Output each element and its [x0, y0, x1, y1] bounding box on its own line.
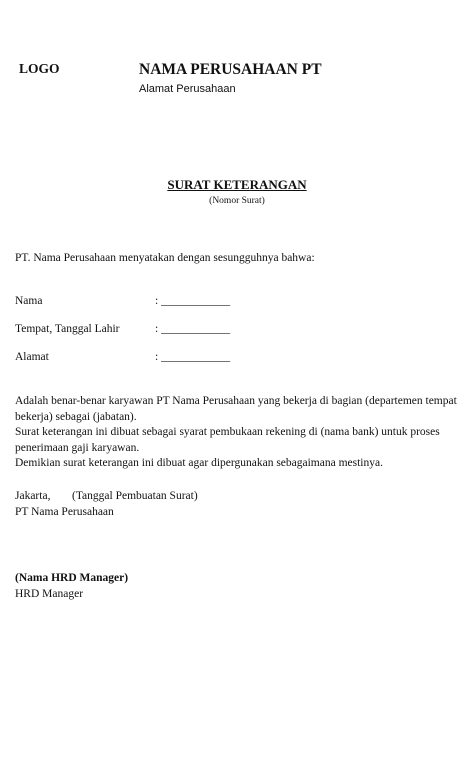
letter-title-wrapper: [0, 177, 474, 193]
company-logo-placeholder: LOGO: [19, 61, 60, 76]
company-name: NAMA PERUSAHAAN PT: [139, 61, 322, 78]
field-label-address: Alamat: [15, 351, 49, 363]
field-label-birth: Tempat, Tanggal Lahir: [15, 323, 120, 335]
body-purpose: Surat keterangan ini dibuat sebagai syarat pembukaan rekening di (nama bank) untuk proses penerimaan gaji karyawan.: [15, 426, 440, 454]
field-value-address: : ____________: [155, 351, 231, 363]
signer-title: HRD Manager: [15, 588, 84, 600]
field-value-birth: : ____________: [155, 323, 231, 335]
signer-name: (Nama HRD Manager): [15, 572, 129, 584]
body-closing: Demikian surat keterangan ini dibuat agar dipergunakan sebagaimana mestinya.: [15, 457, 383, 469]
company-address: Alamat Perusahaan: [139, 83, 236, 95]
sign-date: (Tanggal Pembuatan Surat): [72, 490, 198, 502]
sign-company: PT Nama Perusahaan: [15, 506, 114, 518]
sign-place: Jakarta,: [15, 490, 51, 502]
body-employment: Adalah benar-benar karyawan PT Nama Perusahaan yang bekerja di bagian (departemen tempat bekerja) sebagai (jabatan).: [15, 395, 457, 423]
field-value-name: : ____________: [155, 295, 231, 307]
letter-number: (Nomor Surat): [209, 196, 265, 206]
body-paragraphs: [15, 394, 467, 472]
field-label-name: Nama: [15, 295, 43, 307]
letter-title: SURAT KETERANGAN: [167, 177, 307, 192]
intro-statement: PT. Nama Perusahaan menyatakan dengan sesungguhnya bahwa:: [15, 252, 315, 264]
